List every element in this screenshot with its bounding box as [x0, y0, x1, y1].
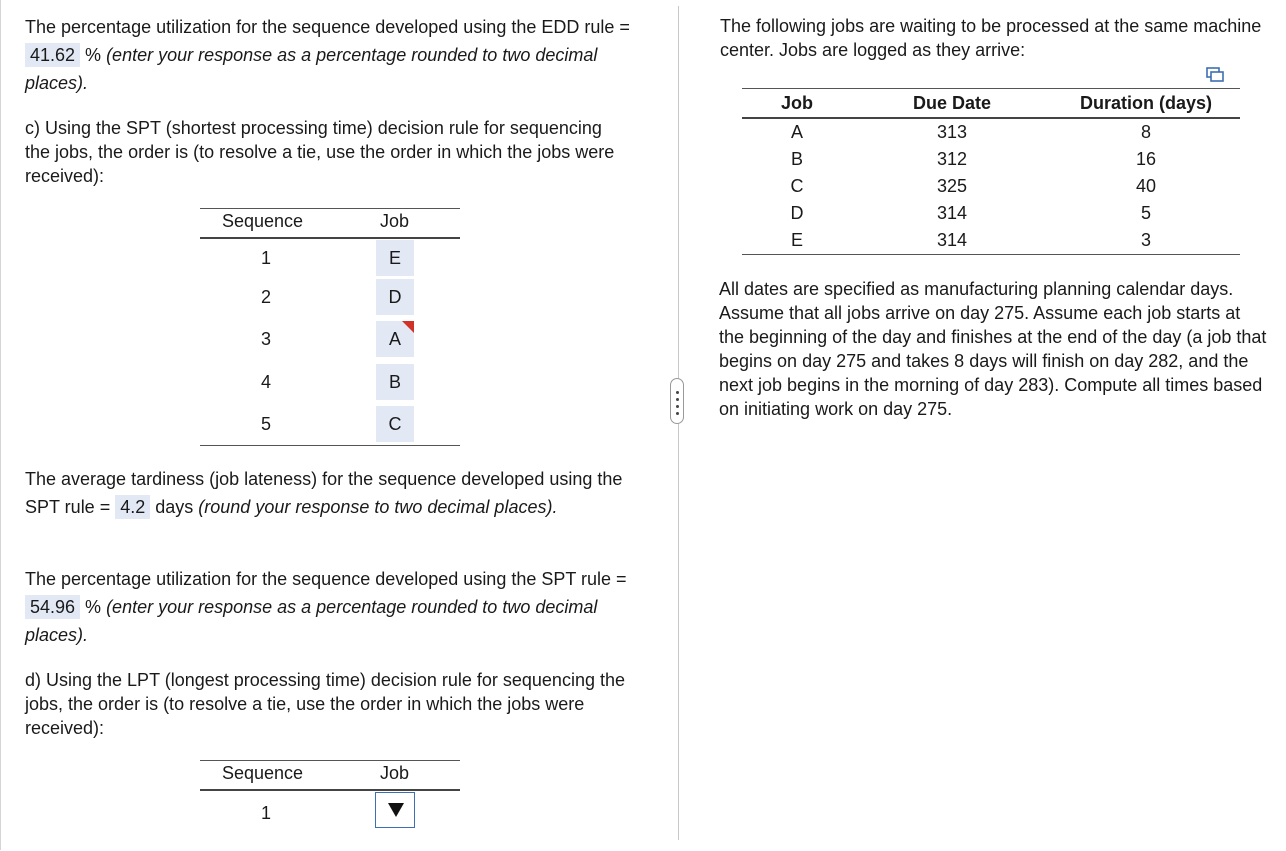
spt-tardiness-text — [25, 465, 625, 521]
job-answer-box[interactable]: E — [376, 240, 414, 276]
job-answer-box[interactable]: B — [376, 364, 414, 400]
sequence-number: 4 — [260, 372, 271, 392]
job-cell: B — [790, 149, 803, 169]
spt-utilization-prefix: The percentage utilization for the sequence developed using the SPT rule = — [25, 569, 627, 589]
edd-utilization-text — [25, 13, 635, 97]
job-answer-box[interactable]: D — [376, 279, 414, 315]
part-d-prompt: d) Using the LPT (longest processing time) decision rule for sequencing the jobs, the order is (to resolve a tie, use the order in which the jobs were received): — [25, 670, 625, 738]
sequence-number: 1 — [260, 248, 271, 268]
jobs-table — [742, 88, 1240, 255]
job-cell: A — [790, 122, 803, 142]
job-cell: C — [790, 176, 804, 196]
part-c-prompt: c) Using the SPT (shortest processing time) decision rule for sequencing the jobs, the order is (to resolve a tie, use the order in which the jobs were received): — [25, 118, 615, 186]
header-duration: Duration (days) — [1052, 89, 1240, 119]
lpt-sequence-header — [200, 761, 460, 791]
spt-tardiness-unit: days — [150, 497, 194, 517]
spt-utilization-text — [25, 565, 635, 649]
jobs-table-header — [742, 89, 1240, 119]
due-date-cell: 314 — [936, 203, 968, 223]
job-answer-box[interactable]: C — [376, 406, 414, 442]
lpt-header-sequence: Sequence — [222, 763, 304, 783]
table-row — [742, 118, 1240, 146]
lpt-sequence-table — [200, 760, 460, 851]
due-date-cell: 313 — [936, 122, 968, 142]
due-date-cell: 314 — [852, 227, 1052, 255]
feedback-flag-icon — [402, 321, 414, 333]
duration-cell: 5 — [1140, 203, 1151, 223]
spt-utilization-answer[interactable]: 54.96 — [25, 595, 80, 619]
sequence-number: 2 — [260, 287, 271, 307]
lpt-job-select[interactable] — [375, 792, 415, 828]
job-answer-text: A — [388, 329, 401, 349]
header-due-date: Due Date — [852, 89, 1052, 119]
spt-utilization-unit: % — [80, 597, 102, 617]
spt-header-job: Job — [380, 211, 410, 231]
spt-header-sequence: Sequence — [222, 211, 304, 231]
duration-cell: 3 — [1052, 227, 1240, 255]
edd-utilization-unit: % — [80, 45, 102, 65]
job-cell: D — [790, 203, 804, 223]
spt-sequence-header — [200, 209, 460, 239]
table-row — [742, 227, 1240, 255]
spt-utilization-instruction: (enter your response as a percentage rounded to two decimal places). — [25, 597, 598, 645]
edd-utilization-prefix: The percentage utilization for the sequence developed using the EDD rule = — [25, 17, 630, 37]
dropdown-arrow-icon — [388, 803, 404, 817]
due-date-cell: 325 — [936, 176, 968, 196]
job-answer-box[interactable] — [376, 321, 414, 357]
job-cell: E — [742, 227, 852, 255]
edd-utilization-answer[interactable]: 41.62 — [25, 43, 80, 67]
jobs-intro: The following jobs are waiting to be processed at the same machine center. Jobs are logged as they arrive: — [720, 16, 1262, 60]
duration-cell: 16 — [1135, 149, 1157, 169]
header-job: Job — [742, 89, 852, 119]
due-date-cell: 312 — [936, 149, 968, 169]
planning-note: All dates are specified as manufacturing planning calendar days. Assume that all jobs arrive on day 275. Assume each job starts at the beginning of the day and finishes at the end of the day (a job that begins on day 275 and takes 8 days will finish on day 282, and the next job begins in the morning of day 283). Compute all times based on initiating work on day 275. — [719, 279, 1267, 419]
sequence-number: 5 — [260, 414, 271, 434]
sequence-number: 1 — [260, 803, 271, 823]
spt-tardiness-prefix: The average tardiness (job lateness) for the sequence developed using the SPT rule = — [25, 469, 623, 517]
edd-utilization-instruction: (enter your response as a percentage rounded to two decimal places). — [25, 45, 598, 93]
spt-sequence-table — [200, 208, 460, 446]
spt-tardiness-answer[interactable]: 4.2 — [115, 495, 150, 519]
duration-cell: 40 — [1135, 176, 1157, 196]
lpt-header-job: Job — [380, 763, 410, 783]
duration-cell: 8 — [1140, 122, 1151, 142]
copy-icon[interactable] — [1206, 67, 1224, 83]
table-row — [742, 173, 1240, 200]
sequence-number: 3 — [260, 329, 271, 349]
table-row — [742, 200, 1240, 227]
spt-tardiness-instruction: (round your response to two decimal places). — [193, 497, 558, 517]
table-row — [742, 146, 1240, 173]
